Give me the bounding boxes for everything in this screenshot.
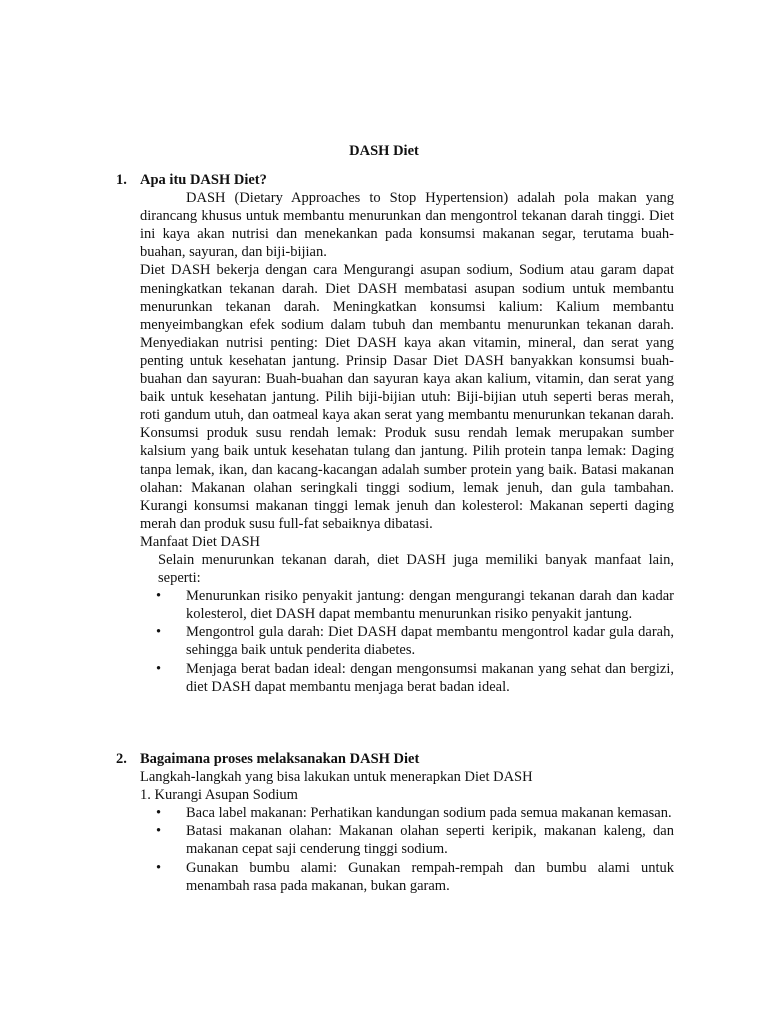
list-item: • Batasi makanan olahan: Makanan olahan seperti keripik, makanan kaleng, dan makanan cepat saji cenderung tinggi sodium. bbox=[140, 822, 674, 858]
list-item: • Menurunkan risiko penyakit jantung: dengan mengurangi tekanan darah dan kadar kolesterol, diet DASH dapat membantu menurunkan risiko penyakit jantung. bbox=[140, 587, 674, 623]
step-1-list bbox=[140, 804, 674, 894]
section-1 bbox=[116, 171, 674, 696]
section-2-title: Bagaimana proses melaksanakan DASH Diet bbox=[140, 751, 420, 767]
bullet-icon: • bbox=[156, 805, 162, 822]
section-1-number: 1. bbox=[116, 172, 127, 188]
bullet-icon: • bbox=[156, 823, 162, 840]
bullet-icon: • bbox=[156, 859, 162, 876]
benefits-intro: Selain menurunkan tekanan darah, diet DASH juga memiliki banyak manfaat lain, seperti: bbox=[158, 551, 674, 587]
list-item: • Mengontrol gula darah: Diet DASH dapat membantu mengontrol kadar gula darah, sehingga baik untuk penderita diabetes. bbox=[140, 623, 674, 659]
list-item: • Menjaga berat badan ideal: dengan mengonsumsi makanan yang sehat dan bergizi, diet DASH dapat membantu menjaga berat badan ideal. bbox=[140, 660, 674, 696]
section-2 bbox=[116, 750, 674, 895]
section-2-intro: Langkah-langkah yang bisa lakukan untuk menerapkan Diet DASH bbox=[140, 769, 533, 786]
section-2-number: 2. bbox=[116, 751, 127, 767]
section-1-heading bbox=[116, 171, 674, 189]
document-title: DASH Diet bbox=[349, 143, 419, 159]
bullet-icon: • bbox=[156, 660, 162, 677]
section-1-body: Diet DASH bekerja dengan cara Mengurangi asupan sodium, Sodium atau garam dapat meningkatkan tekanan darah. Diet DASH membatasi asupan sodium untuk membantu menurunkan tekanan darah. Meningkatkan konsumsi kalium: Kalium membantu menyeimbangkan efek sodium dalam tubuh dan membantu menurunkan tekanan darah. Menyediakan nutrisi penting: Diet DASH kaya akan vitamin, mineral, dan serat yang penting untuk kesehatan jantung. Prinsip Dasar Diet DASH banyakkan konsumsi buah-buahan dan sayuran: Buah-buahan dan sayuran kaya akan kalium, vitamin, dan serat yang baik untuk kesehatan jantung. Pilih biji-bijian utuh: Biji-bijian utuh seperti beras merah, roti gandum utuh, dan oatmeal kaya akan serat yang membantu menurunkan tekanan darah. Konsumsi produk susu rendah lemak: Produk susu rendah lemak merupakan sumber kalsium yang baik untuk kesehatan tulang dan jantung. Pilih protein tanpa lemak: Daging tanpa lemak, ikan, dan kacang-kacangan adalah sumber protein yang baik. Batasi makanan olahan: Makanan olahan seringkali tinggi sodium, lemak jenuh, dan gula tambahan. Kurangi konsumsi makanan tinggi lemak jenuh dan kolesterol: Makanan seperti daging merah dan produk susu full-fat sebaiknya dibatasi. bbox=[140, 262, 674, 532]
bullet-icon: • bbox=[156, 588, 162, 605]
list-item: • Gunakan bumbu alami: Gunakan rempah-rempah dan bumbu alami untuk menambah rasa pada makanan, bukan garam. bbox=[140, 859, 674, 895]
benefits-heading: Manfaat Diet DASH bbox=[140, 533, 261, 550]
section-1-intro: DASH (Dietary Approaches to Stop Hypertension) adalah pola makan yang dirancang khusus untuk membantu menurunkan dan mengontrol tekanan darah tinggi. Diet ini kaya akan nutrisi dan menekankan pada konsumsi makanan segar, terutama buah-buahan, sayuran, dan biji-bijian. bbox=[140, 190, 674, 261]
section-2-heading bbox=[116, 750, 674, 768]
list-item: • Baca label makanan: Perhatikan kandungan sodium pada semua makanan kemasan. bbox=[140, 804, 674, 822]
benefits-list bbox=[140, 587, 674, 696]
section-1-title: Apa itu DASH Diet? bbox=[140, 172, 267, 188]
step-1-heading: 1. Kurangi Asupan Sodium bbox=[140, 787, 298, 804]
bullet-icon: • bbox=[156, 624, 162, 641]
